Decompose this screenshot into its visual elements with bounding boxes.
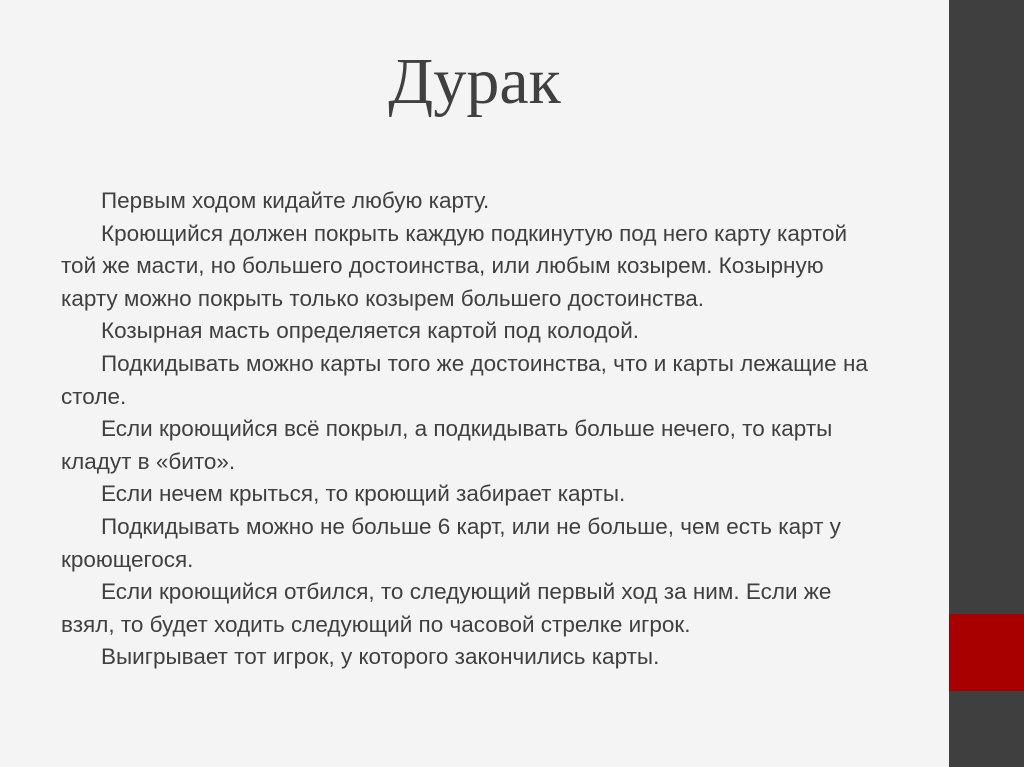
slide-title: Дурак	[388, 45, 561, 118]
paragraph-card-limit: Подкидывать можно не больше 6 карт, или не больше, чем есть карт у кроющегося.	[61, 513, 841, 572]
paragraph-take-cards: Если нечем крыться, то кроющий забирает карты.	[101, 481, 626, 507]
paragraph-discard: Если кроющийся всё покрыл, а подкидывать больше нечего, то карты кладут в «бито».	[61, 416, 833, 474]
paragraph-adding-cards: Подкидывать можно карты того же достоинства, что и карты лежащие на столе.	[61, 350, 868, 409]
paragraph-winner: Выигрывает тот игрок, у которого закончились карты.	[101, 644, 660, 670]
paragraph-covering-rule: Кроющийся должен покрыть каждую подкинутую под него карту картой той же масти, но большего достоинства, или любым козырем. Козырную карту можно покрыть только козырем большего достоинства.	[61, 220, 848, 311]
paragraph-next-turn: Если кроющийся отбился, то следующий первый ход за ним. Если же взял, то будет ходить следующий по часовой стрелке игрок.	[61, 579, 832, 637]
paragraph-first-move: Первым ходом кидайте любую карту.	[101, 188, 490, 213]
paragraph-trump-suit: Козырная масть определяется картой под колодой.	[101, 318, 640, 344]
slide-body	[61, 185, 871, 674]
side-accent-block	[949, 614, 1024, 691]
